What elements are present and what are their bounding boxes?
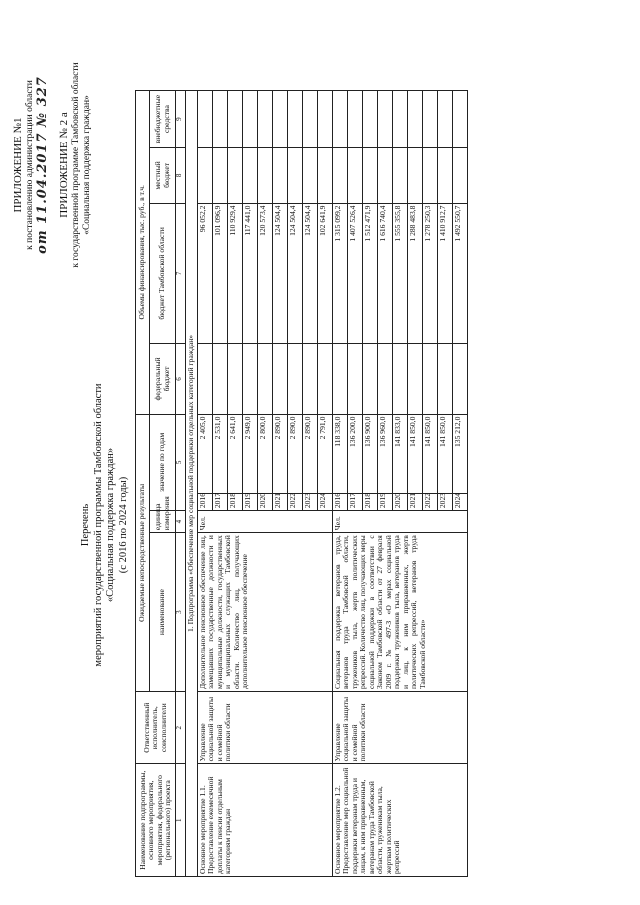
value-cell: 2 641,0 [227,414,242,493]
value-cell: 2 890,0 [272,414,287,493]
federal-budget-cell [302,344,317,414]
table-row [197,15,212,877]
appendix-2-program: «Социальная поддержка граждан» [81,95,92,235]
local-budget-cell [332,148,347,203]
header-value-by-year: значение по годам [150,414,176,510]
header-federal: федеральный бюджет [150,344,176,414]
value-cell: 2 890,0 [287,414,302,493]
federal-budget-cell [392,344,407,414]
value-cell: 2 531,0 [212,414,227,493]
local-budget-cell [197,148,212,203]
value-cell: 2 800,0 [257,414,272,493]
local-budget-cell [242,148,257,203]
appendix-1-title: ПРИЛОЖЕНИЕ №1 [12,117,24,213]
col-num: 4 [176,511,186,533]
extrabudget-cell [452,90,467,147]
federal-budget-cell [272,344,287,414]
regional-budget-cell: 1 512 471,9 [362,203,377,344]
col-num: 6 [176,344,186,414]
local-budget-cell [317,148,332,203]
value-cell: 136 960,0 [377,414,392,493]
value-cell: 141 850,0 [422,414,437,493]
col-num: 1 [176,764,186,877]
year-cell: 2019 [242,494,257,511]
federal-budget-cell [422,344,437,414]
title-line-3: «Социальная поддержка граждан» [105,447,117,603]
year-cell: 2022 [422,494,437,511]
regional-budget-cell: 1 315 099,2 [332,203,347,344]
header-activity: Наименование подпрограммы, основного мероприятия, мероприятия, федерального (регионального) проекта [136,764,176,877]
year-cell: 2019 [377,494,392,511]
appendix-1-block [12,25,51,305]
local-budget-cell [287,148,302,203]
value-cell: 141 850,0 [437,414,452,493]
col-num: 3 [176,533,186,692]
value-cell: 141 850,0 [407,414,422,493]
regional-budget-cell: 102 641,9 [317,203,332,344]
activities-table [135,15,468,877]
regional-budget-cell: 1 616 740,4 [377,203,392,344]
result-description: Социальная поддержка ветеранов труда, ветеранов труда Тамбовской области, тружеников тыла, жертв политических репрессий. Количество лиц, получающих меры социальной поддержки в соответствии с Законом Тамбовской области от 27 февраля 2009 г. № 497-З «О мерах социальной поддержки тружеников тыла, ветеранов труда и лиц, к ним приравненных, жертв политических репрессий, ветеранов труда Тамбовской области» [332,533,467,692]
local-budget-cell [227,148,242,203]
value-cell: 2 949,0 [242,414,257,493]
year-cell: 2021 [407,494,422,511]
federal-budget-cell [362,344,377,414]
federal-budget-cell [437,344,452,414]
appendix-1-ref: к постановлению администрации области [24,80,35,250]
regional-budget-cell: 96 052,2 [197,203,212,344]
value-cell: 2 791,0 [317,414,332,493]
federal-budget-cell [332,344,347,414]
year-cell: 2023 [302,494,317,511]
regional-budget-cell: 1 288 483,8 [407,203,422,344]
local-budget-cell [407,148,422,203]
activity-name: Основное мероприятие 1.1. Предоставление ежемесячной доплаты к пенсии отдельным категориям граждан [197,764,332,877]
federal-budget-cell [212,344,227,414]
value-cell: 136 200,0 [347,414,362,493]
regional-budget-cell: 124 504,4 [272,203,287,344]
appendix-2-block [58,25,92,305]
result-unit: Чел. [197,511,332,533]
col-num: 5 [176,414,186,510]
extrabudget-cell [362,90,377,147]
col-num: 7 [176,203,186,344]
regional-budget-cell: 1 278 250,3 [422,203,437,344]
header-results: Ожидаемые непосредственные результаты [136,414,150,691]
activity-name: Основное мероприятие 1.2. Предоставление мер социальной поддержки ветеранам труда и лицам, к ним приравненным, ветеранам труда Тамбовской области, труженикам тыла, жертвам политических репрессий [332,764,467,877]
value-cell: 118 338,0 [332,414,347,493]
year-cell: 2024 [317,494,332,511]
year-cell: 2017 [347,494,362,511]
local-budget-cell [212,148,227,203]
regional-budget-cell: 117 441,0 [242,203,257,344]
federal-budget-cell [317,344,332,414]
result-description: Дополнительное пенсионное обеспечение лиц, замещавших государственные должности и муниципальные должности, государственных и муниципальных служащих Тамбовской области. Количество лиц, получающих дополнительное пенсионное обеспечение [197,533,332,692]
header-result-name: наименование [150,533,176,692]
local-budget-cell [392,148,407,203]
regional-budget-cell: 124 504,4 [287,203,302,344]
header-local: местный бюджет [150,148,176,203]
year-cell: 2020 [257,494,272,511]
year-cell: 2018 [362,494,377,511]
value-cell: 2 405,0 [197,414,212,493]
appendix-1-signature: от 11.04.2017 № 327 [34,76,50,254]
local-budget-cell [437,148,452,203]
title-line-1: Перечень [80,503,91,547]
col-num: 2 [176,692,186,764]
document-title [80,375,130,675]
result-unit: Чел. [332,511,467,533]
year-cell: 2022 [287,494,302,511]
executor-name: Управление социальной защиты и семейной политики области [197,692,332,764]
header-funding: Объемы финансирования, тыс. руб., в т.ч. [136,90,150,414]
local-budget-cell [302,148,317,203]
title-line-4: (с 2016 по 2024 годы) [117,476,129,574]
header-regional: бюджет Тамбовской области [150,203,176,344]
value-cell: 135 212,0 [452,414,467,493]
executor-name: Управление социальной защиты и семейной политики области [332,692,467,764]
col-num: 8 [176,148,186,203]
regional-budget-cell: 120 573,4 [257,203,272,344]
year-cell: 2016 [197,494,212,511]
regional-budget-cell: 1 492 550,7 [452,203,467,344]
extrabudget-cell [377,90,392,147]
title-line-2: мероприятий государственной программы Тамбовской области [92,383,104,667]
regional-budget-cell: 1 555 355,8 [392,203,407,344]
local-budget-cell [257,148,272,203]
extrabudget-cell [347,90,362,147]
appendix-2-title: ПРИЛОЖЕНИЕ № 2 а [58,112,70,218]
year-cell: 2018 [227,494,242,511]
extrabudget-cell [422,90,437,147]
regional-budget-cell: 124 504,4 [302,203,317,344]
extrabudget-cell [212,90,227,147]
federal-budget-cell [452,344,467,414]
federal-budget-cell [242,344,257,414]
year-cell: 2016 [332,494,347,511]
value-cell: 141 833,0 [392,414,407,493]
local-budget-cell [347,148,362,203]
value-cell: 2 890,0 [302,414,317,493]
federal-budget-cell [287,344,302,414]
year-cell: 2024 [452,494,467,511]
extrabudget-cell [227,90,242,147]
federal-budget-cell [197,344,212,414]
federal-budget-cell [257,344,272,414]
header-extrabudget: внебюджетные средства [150,90,176,147]
extrabudget-cell [437,90,452,147]
extrabudget-cell [317,90,332,147]
federal-budget-cell [227,344,242,414]
extrabudget-cell [302,90,317,147]
federal-budget-cell [407,344,422,414]
extrabudget-cell [272,90,287,147]
local-budget-cell [362,148,377,203]
local-budget-cell [422,148,437,203]
federal-budget-cell [347,344,362,414]
local-budget-cell [452,148,467,203]
appendix-2-ref: к государственной программе Тамбовской области [70,62,81,268]
header-unit: единица измерения [150,511,176,533]
extrabudget-cell [287,90,302,147]
table-body [197,15,467,877]
local-budget-cell [272,148,287,203]
local-budget-cell [377,148,392,203]
regional-budget-cell: 101 096,9 [212,203,227,344]
header-executor: Ответственный исполнитель, соисполнители [136,692,176,764]
regional-budget-cell: 110 929,4 [227,203,242,344]
federal-budget-cell [377,344,392,414]
year-cell: 2017 [212,494,227,511]
section-header: 1. Подпрограмма «Обеспечение мер социальной поддержки отдельных категорий граждан» [186,90,198,876]
extrabudget-cell [257,90,272,147]
extrabudget-cell [392,90,407,147]
table-row [332,15,347,877]
value-cell: 136 900,0 [362,414,377,493]
extrabudget-cell [242,90,257,147]
regional-budget-cell: 1 410 912,7 [437,203,452,344]
extrabudget-cell [407,90,422,147]
year-cell: 2020 [392,494,407,511]
extrabudget-cell [197,90,212,147]
year-cell: 2021 [272,494,287,511]
col-num: 9 [176,90,186,147]
regional-budget-cell: 1 407 526,4 [347,203,362,344]
extrabudget-cell [332,90,347,147]
year-cell: 2023 [437,494,452,511]
